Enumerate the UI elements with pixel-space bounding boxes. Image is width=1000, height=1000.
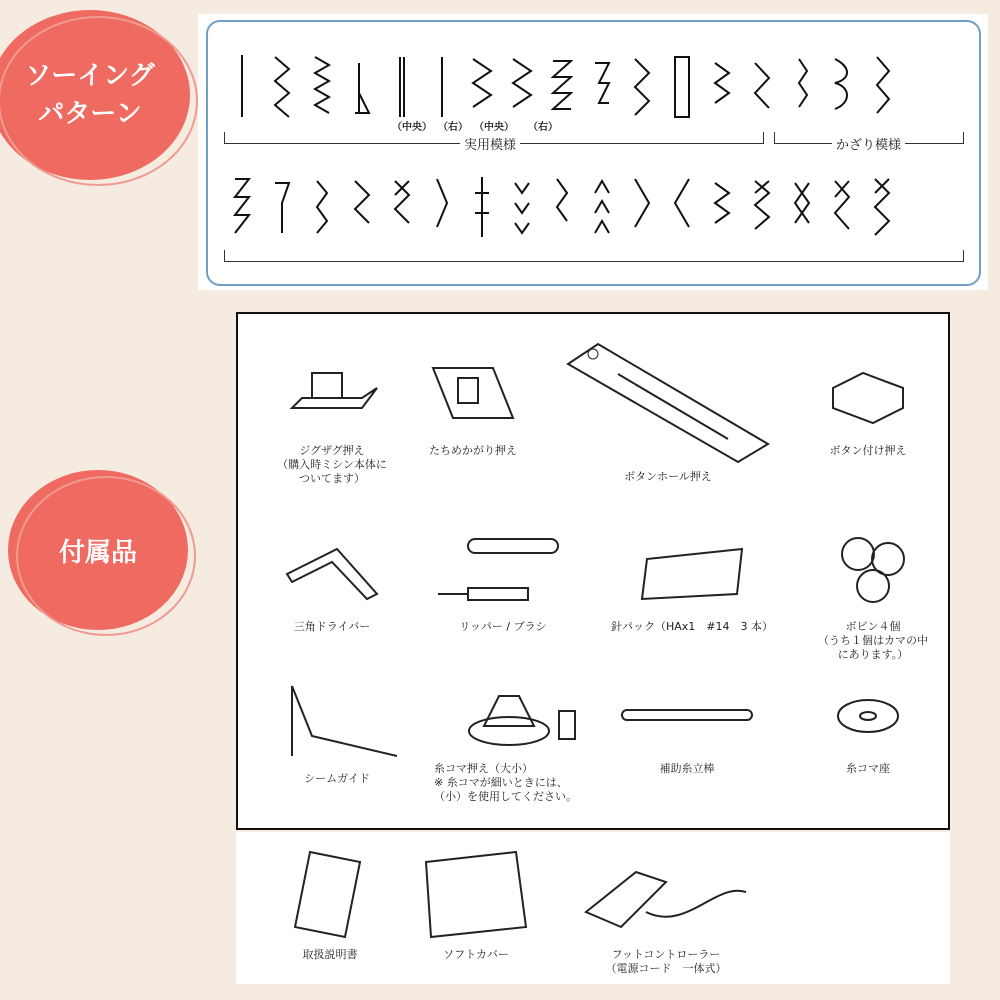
top-stitch-icon-1 xyxy=(231,53,253,119)
manual-icon xyxy=(290,842,370,942)
sewing-patterns-badge xyxy=(0,10,190,180)
ripper-brush-label: リッパー / ブラシ xyxy=(459,620,547,633)
button-sewing-foot-item xyxy=(798,348,938,458)
top-stitch-icon-10 xyxy=(591,53,613,119)
top-stitch-16 xyxy=(822,50,862,122)
top-stitch-icon-2 xyxy=(271,53,293,119)
foot-controller-icon xyxy=(576,842,756,942)
bottom-stitch-12 xyxy=(662,170,702,242)
top-stitch-icon-17 xyxy=(871,53,893,119)
foot-controller-label: フットコントローラー （電源コード 一体式） xyxy=(605,948,727,975)
bobbins-item xyxy=(798,524,948,662)
pattern-frame xyxy=(206,20,981,286)
top-stitch-7 xyxy=(462,50,502,122)
zigzag-foot-label: ジグザグ押え （購入時ミシン本体に ついてます） xyxy=(277,444,387,485)
bottom-stitch-6 xyxy=(422,170,462,242)
zigzag-foot-item xyxy=(262,348,402,486)
overedge-foot-icon xyxy=(423,348,523,438)
top-stitch-icon-8 xyxy=(511,53,533,119)
top-stitch-2 xyxy=(262,50,302,122)
triangle-driver-item xyxy=(262,534,402,634)
bottom-bracket xyxy=(224,250,964,262)
bottom-stitch-icon-14 xyxy=(751,173,773,239)
bottom-stitch-14 xyxy=(742,170,782,242)
bottom-stitch-5 xyxy=(382,170,422,242)
top-stitch-11 xyxy=(622,50,662,122)
top-stitch-9 xyxy=(542,50,582,122)
spool-felt-label: 糸コマ座 xyxy=(846,762,890,775)
bottom-stitch-icon-5 xyxy=(391,173,413,239)
bottom-stitch-4 xyxy=(342,170,382,242)
soft-cover-icon xyxy=(416,842,536,942)
top-stitch-icon-7 xyxy=(471,53,493,119)
ripper-brush-icon xyxy=(428,524,578,614)
bottom-stitch-13 xyxy=(702,170,742,242)
spool-felt-item xyxy=(798,676,938,776)
accessories-bottom-panel xyxy=(236,832,950,984)
spool-pin-label: 補助糸立棒 xyxy=(659,762,715,775)
bottom-stitch-1 xyxy=(222,170,262,242)
bottom-stitch-8 xyxy=(502,170,542,242)
bottom-stitch-icon-6 xyxy=(431,173,453,239)
spool-pin-item xyxy=(602,676,772,776)
bottom-stitch-icon-13 xyxy=(711,173,733,239)
bottom-stitch-icon-8 xyxy=(511,173,533,239)
needle-pack-label: 針パック（HAx1 #14 3 本） xyxy=(610,620,773,633)
spool-cap-label: 糸コマ押え（大小） ※ 糸コマが細いときには、 （小）を使用してください。 xyxy=(434,762,577,803)
bottom-stitch-icon-16 xyxy=(831,173,853,239)
spool-cap-item xyxy=(434,676,614,804)
bottom-stitch-17 xyxy=(862,170,902,242)
top-stitch-icon-13 xyxy=(711,53,733,119)
top-stitch-14 xyxy=(742,50,782,122)
bottom-stitch-11 xyxy=(622,170,662,242)
stitch-sublabel-center-2: （中央） xyxy=(474,122,514,133)
bottom-stitch-15 xyxy=(782,170,822,242)
top-stitch-icon-15 xyxy=(791,53,813,119)
bottom-stitch-icon-2 xyxy=(271,173,293,239)
manual-label: 取扱説明書 xyxy=(302,948,358,961)
top-stitch-icon-16 xyxy=(831,53,853,119)
overedge-foot-item xyxy=(408,348,538,458)
bottom-stitch-7 xyxy=(462,170,502,242)
bottom-stitch-icon-3 xyxy=(311,173,333,239)
top-stitch-10 xyxy=(582,50,622,122)
top-stitch-icon-5 xyxy=(391,53,413,119)
top-stitch-13 xyxy=(702,50,742,122)
top-stitch-icon-3 xyxy=(311,53,333,119)
top-stitch-icon-11 xyxy=(631,53,653,119)
decorative-pattern-label: かざり模様 xyxy=(832,134,905,153)
accessories-panel xyxy=(236,312,950,830)
seam-guide-item xyxy=(262,676,412,786)
buttonhole-foot-item xyxy=(548,334,788,484)
triangle-driver-icon xyxy=(277,534,387,614)
bottom-stitch-icon-1 xyxy=(231,173,253,239)
bobbins-label: ボビン４個 （うち１個はカマの中 にあります。） xyxy=(818,620,928,661)
seam-guide-icon xyxy=(272,676,402,766)
bobbins-icon xyxy=(828,524,918,614)
top-stitch-icon-9 xyxy=(551,53,573,119)
top-stitch-6 xyxy=(422,50,462,122)
sewing-pattern-panel xyxy=(198,14,988,290)
manual-item xyxy=(270,842,390,962)
top-stitch-15 xyxy=(782,50,822,122)
needle-pack-item xyxy=(592,534,792,634)
buttonhole-foot-label: ボタンホール押え xyxy=(624,470,712,483)
top-stitch-icon-12 xyxy=(671,53,693,119)
needle-pack-icon xyxy=(632,534,752,614)
bottom-stitch-2 xyxy=(262,170,302,242)
top-stitch-1 xyxy=(222,50,262,122)
bottom-stitch-10 xyxy=(582,170,622,242)
bottom-stitch-icon-11 xyxy=(631,173,653,239)
bottom-stitch-icon-12 xyxy=(671,173,693,239)
bottom-stitch-9 xyxy=(542,170,582,242)
top-stitch-icon-14 xyxy=(751,53,773,119)
bottom-stitch-icon-17 xyxy=(871,173,893,239)
button-sewing-foot-icon xyxy=(823,348,913,438)
top-stitch-icon-6 xyxy=(431,53,453,119)
stitch-row-bottom xyxy=(222,170,902,242)
soft-cover-label: ソフトカバー xyxy=(443,948,509,961)
bottom-stitch-icon-4 xyxy=(351,173,373,239)
top-stitch-4 xyxy=(342,50,382,122)
stitch-row-top xyxy=(222,50,902,122)
accessories-badge xyxy=(8,470,188,630)
ripper-brush-item xyxy=(418,524,588,634)
spool-pin-icon xyxy=(612,676,762,756)
utility-pattern-label: 実用模様 xyxy=(460,134,520,153)
spool-cap-icon xyxy=(459,676,589,756)
top-stitch-3 xyxy=(302,50,342,122)
foot-controller-item xyxy=(566,842,766,976)
stitch-sublabel-right-1: （右） xyxy=(438,122,468,133)
bottom-stitch-3 xyxy=(302,170,342,242)
top-stitch-12 xyxy=(662,50,702,122)
spool-felt-icon xyxy=(823,676,913,756)
seam-guide-label: シームガイド xyxy=(304,772,370,785)
soft-cover-item xyxy=(406,842,546,962)
triangle-driver-label: 三角ドライバー xyxy=(293,620,371,633)
top-stitch-5 xyxy=(382,50,422,122)
sewing-patterns-badge-text: ソーイング パターン xyxy=(25,61,155,129)
bottom-stitch-icon-15 xyxy=(791,173,813,239)
overedge-foot-label: たちめかがり押え xyxy=(429,444,517,457)
bottom-stitch-icon-10 xyxy=(591,173,613,239)
zigzag-foot-icon xyxy=(282,348,382,438)
stitch-sublabel-right-2: （右） xyxy=(528,122,558,133)
bottom-stitch-16 xyxy=(822,170,862,242)
top-stitch-8 xyxy=(502,50,542,122)
buttonhole-foot-icon xyxy=(558,334,778,464)
bottom-stitch-icon-7 xyxy=(471,173,493,239)
stitch-sublabel-center-1: （中央） xyxy=(392,122,432,133)
top-stitch-17 xyxy=(862,50,902,122)
accessories-badge-text: 付属品 xyxy=(58,537,137,568)
button-sewing-foot-label: ボタン付け押え xyxy=(829,444,907,457)
top-stitch-icon-4 xyxy=(351,53,373,119)
bottom-stitch-icon-9 xyxy=(551,173,573,239)
